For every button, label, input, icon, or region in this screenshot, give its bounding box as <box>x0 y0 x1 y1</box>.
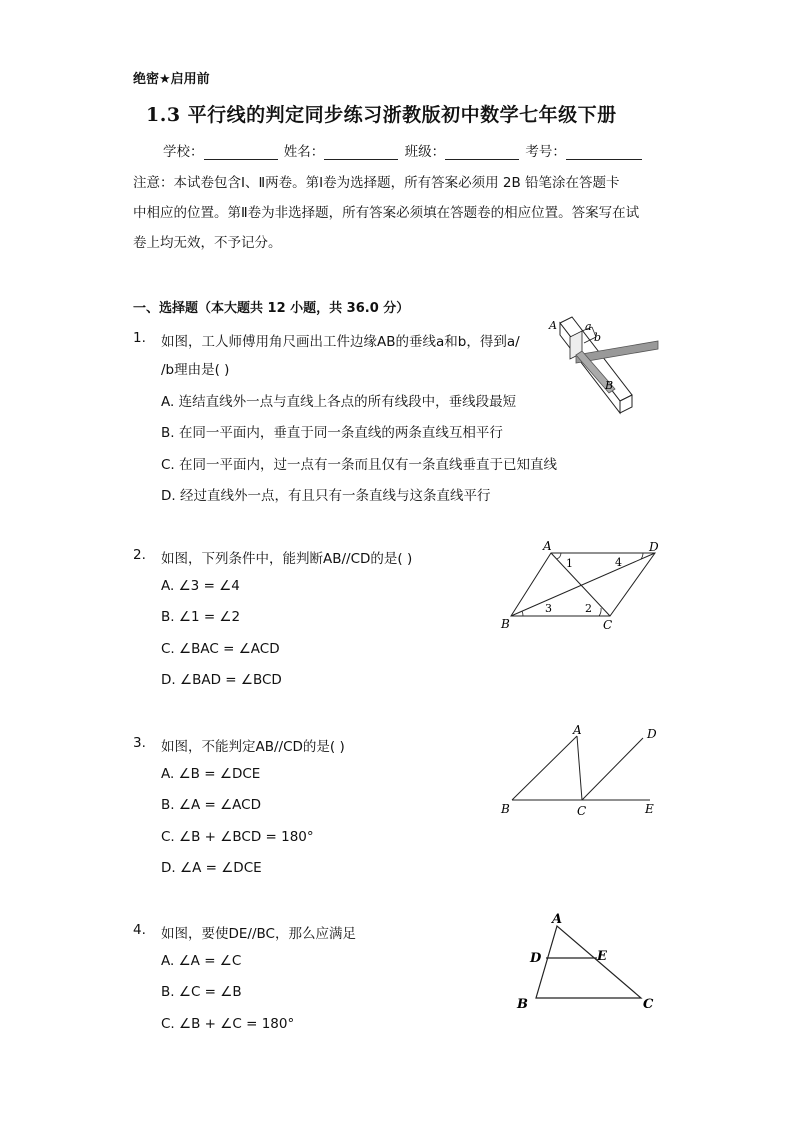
q2-label-B: B <box>501 617 510 631</box>
question-3-number: 3. <box>133 735 146 751</box>
page-title: 1.3 平行线的判定同步练习浙教版初中数学七年级下册 <box>146 104 617 126</box>
question-1-option-d[interactable]: D. 经过直线外一点，有且只有一条直线与这条直线平行 <box>161 488 491 504</box>
question-4-number: 4. <box>133 922 146 938</box>
question-4-text: 如图，要使DE//BC，那么应满足 <box>161 926 356 942</box>
school-blank[interactable] <box>204 145 278 160</box>
q2-angle-3: 3 <box>545 602 552 615</box>
question-3-figure <box>495 722 670 822</box>
q2-angle-1: 1 <box>566 557 573 570</box>
question-4-option-b[interactable]: B. ∠C = ∠B <box>161 984 242 1000</box>
question-2-option-a[interactable]: A. ∠3 = ∠4 <box>161 578 240 594</box>
question-4-option-a[interactable]: A. ∠A = ∠C <box>161 953 242 969</box>
q2-label-D: D <box>649 540 659 554</box>
section-heading: 一、选择题（本大题共 12 小题，共 36.0 分） <box>133 301 410 316</box>
question-3-text: 如图，不能判定AB//CD的是( ) <box>161 739 345 755</box>
question-1-text-line-1: 如图，工人师傅用角尺画出工件边缘AB的垂线a和b，得到a/ <box>161 334 520 350</box>
q2-label-C: C <box>603 618 613 632</box>
q3-label-C: C <box>577 804 587 818</box>
question-2-text: 如图，下列条件中，能判断AB//CD的是( ) <box>161 551 413 567</box>
q3-label-A: A <box>573 723 582 737</box>
question-2-option-d[interactable]: D. ∠BAD = ∠BCD <box>161 672 282 688</box>
question-1-option-c[interactable]: C. 在同一平面内，过一点有一条而且仅有一条直线垂直于已知直线 <box>161 457 558 473</box>
question-3-option-c[interactable]: C. ∠B + ∠BCD = 180° <box>161 829 314 845</box>
class-blank[interactable] <box>445 145 519 160</box>
confidential-label: 绝密★启用前 <box>133 72 210 87</box>
name-label: 姓名： <box>283 144 325 160</box>
q4-label-E: E <box>597 949 607 964</box>
q4-label-C: C <box>643 997 654 1012</box>
notice-line-1: 注意：本试卷包含Ⅰ、Ⅱ两卷。第Ⅰ卷为选择题，所有答案必须用 2B 铅笔涂在答题卡 <box>133 175 620 191</box>
question-1-figure <box>540 315 665 415</box>
exam-no-blank[interactable] <box>566 145 642 160</box>
question-1-option-b[interactable]: B. 在同一平面内，垂直于同一条直线的两条直线互相平行 <box>161 425 503 441</box>
name-blank[interactable] <box>324 145 398 160</box>
school-label: 学校： <box>163 144 204 160</box>
q1-label-a: a <box>585 320 592 333</box>
question-2-number: 2. <box>133 547 146 563</box>
q4-label-B: B <box>517 997 528 1012</box>
q3-label-B: B <box>501 802 510 816</box>
q1-label-B: B <box>605 379 614 392</box>
q2-angle-2: 2 <box>585 602 592 615</box>
question-2-figure <box>495 538 670 633</box>
q1-label-b: b <box>594 331 602 344</box>
q2-angle-4: 4 <box>615 556 622 569</box>
question-4-figure <box>510 908 660 1013</box>
q4-label-A: A <box>552 912 563 927</box>
question-1-text-line-2: /b理由是( ) <box>161 362 230 378</box>
exam-no-label: 考号： <box>525 144 566 160</box>
q1-label-A: A <box>549 319 557 332</box>
question-1-number: 1. <box>133 330 146 346</box>
question-4-option-c[interactable]: C. ∠B + ∠C = 180° <box>161 1016 295 1032</box>
question-3-option-d[interactable]: D. ∠A = ∠DCE <box>161 860 262 876</box>
class-label: 班级： <box>404 144 446 160</box>
question-3-option-a[interactable]: A. ∠B = ∠DCE <box>161 766 261 782</box>
q3-label-D: D <box>647 727 657 741</box>
question-2-option-b[interactable]: B. ∠1 = ∠2 <box>161 609 241 625</box>
notice-line-3: 卷上均无效，不予记分。 <box>133 235 282 251</box>
question-3-option-b[interactable]: B. ∠A = ∠ACD <box>161 797 261 813</box>
notice-line-2: 中相应的位置。第Ⅱ卷为非选择题，所有答案必须填在答题卷的相应位置。答案写在试 <box>133 205 640 221</box>
q3-label-E: E <box>645 802 654 816</box>
student-info-line <box>163 140 644 160</box>
q4-label-D: D <box>530 951 542 966</box>
question-1-option-a[interactable]: A. 连结直线外一点与直线上各点的所有线段中，垂线段最短 <box>161 394 517 410</box>
question-2-option-c[interactable]: C. ∠BAC = ∠ACD <box>161 641 280 657</box>
q2-label-A: A <box>543 539 552 553</box>
